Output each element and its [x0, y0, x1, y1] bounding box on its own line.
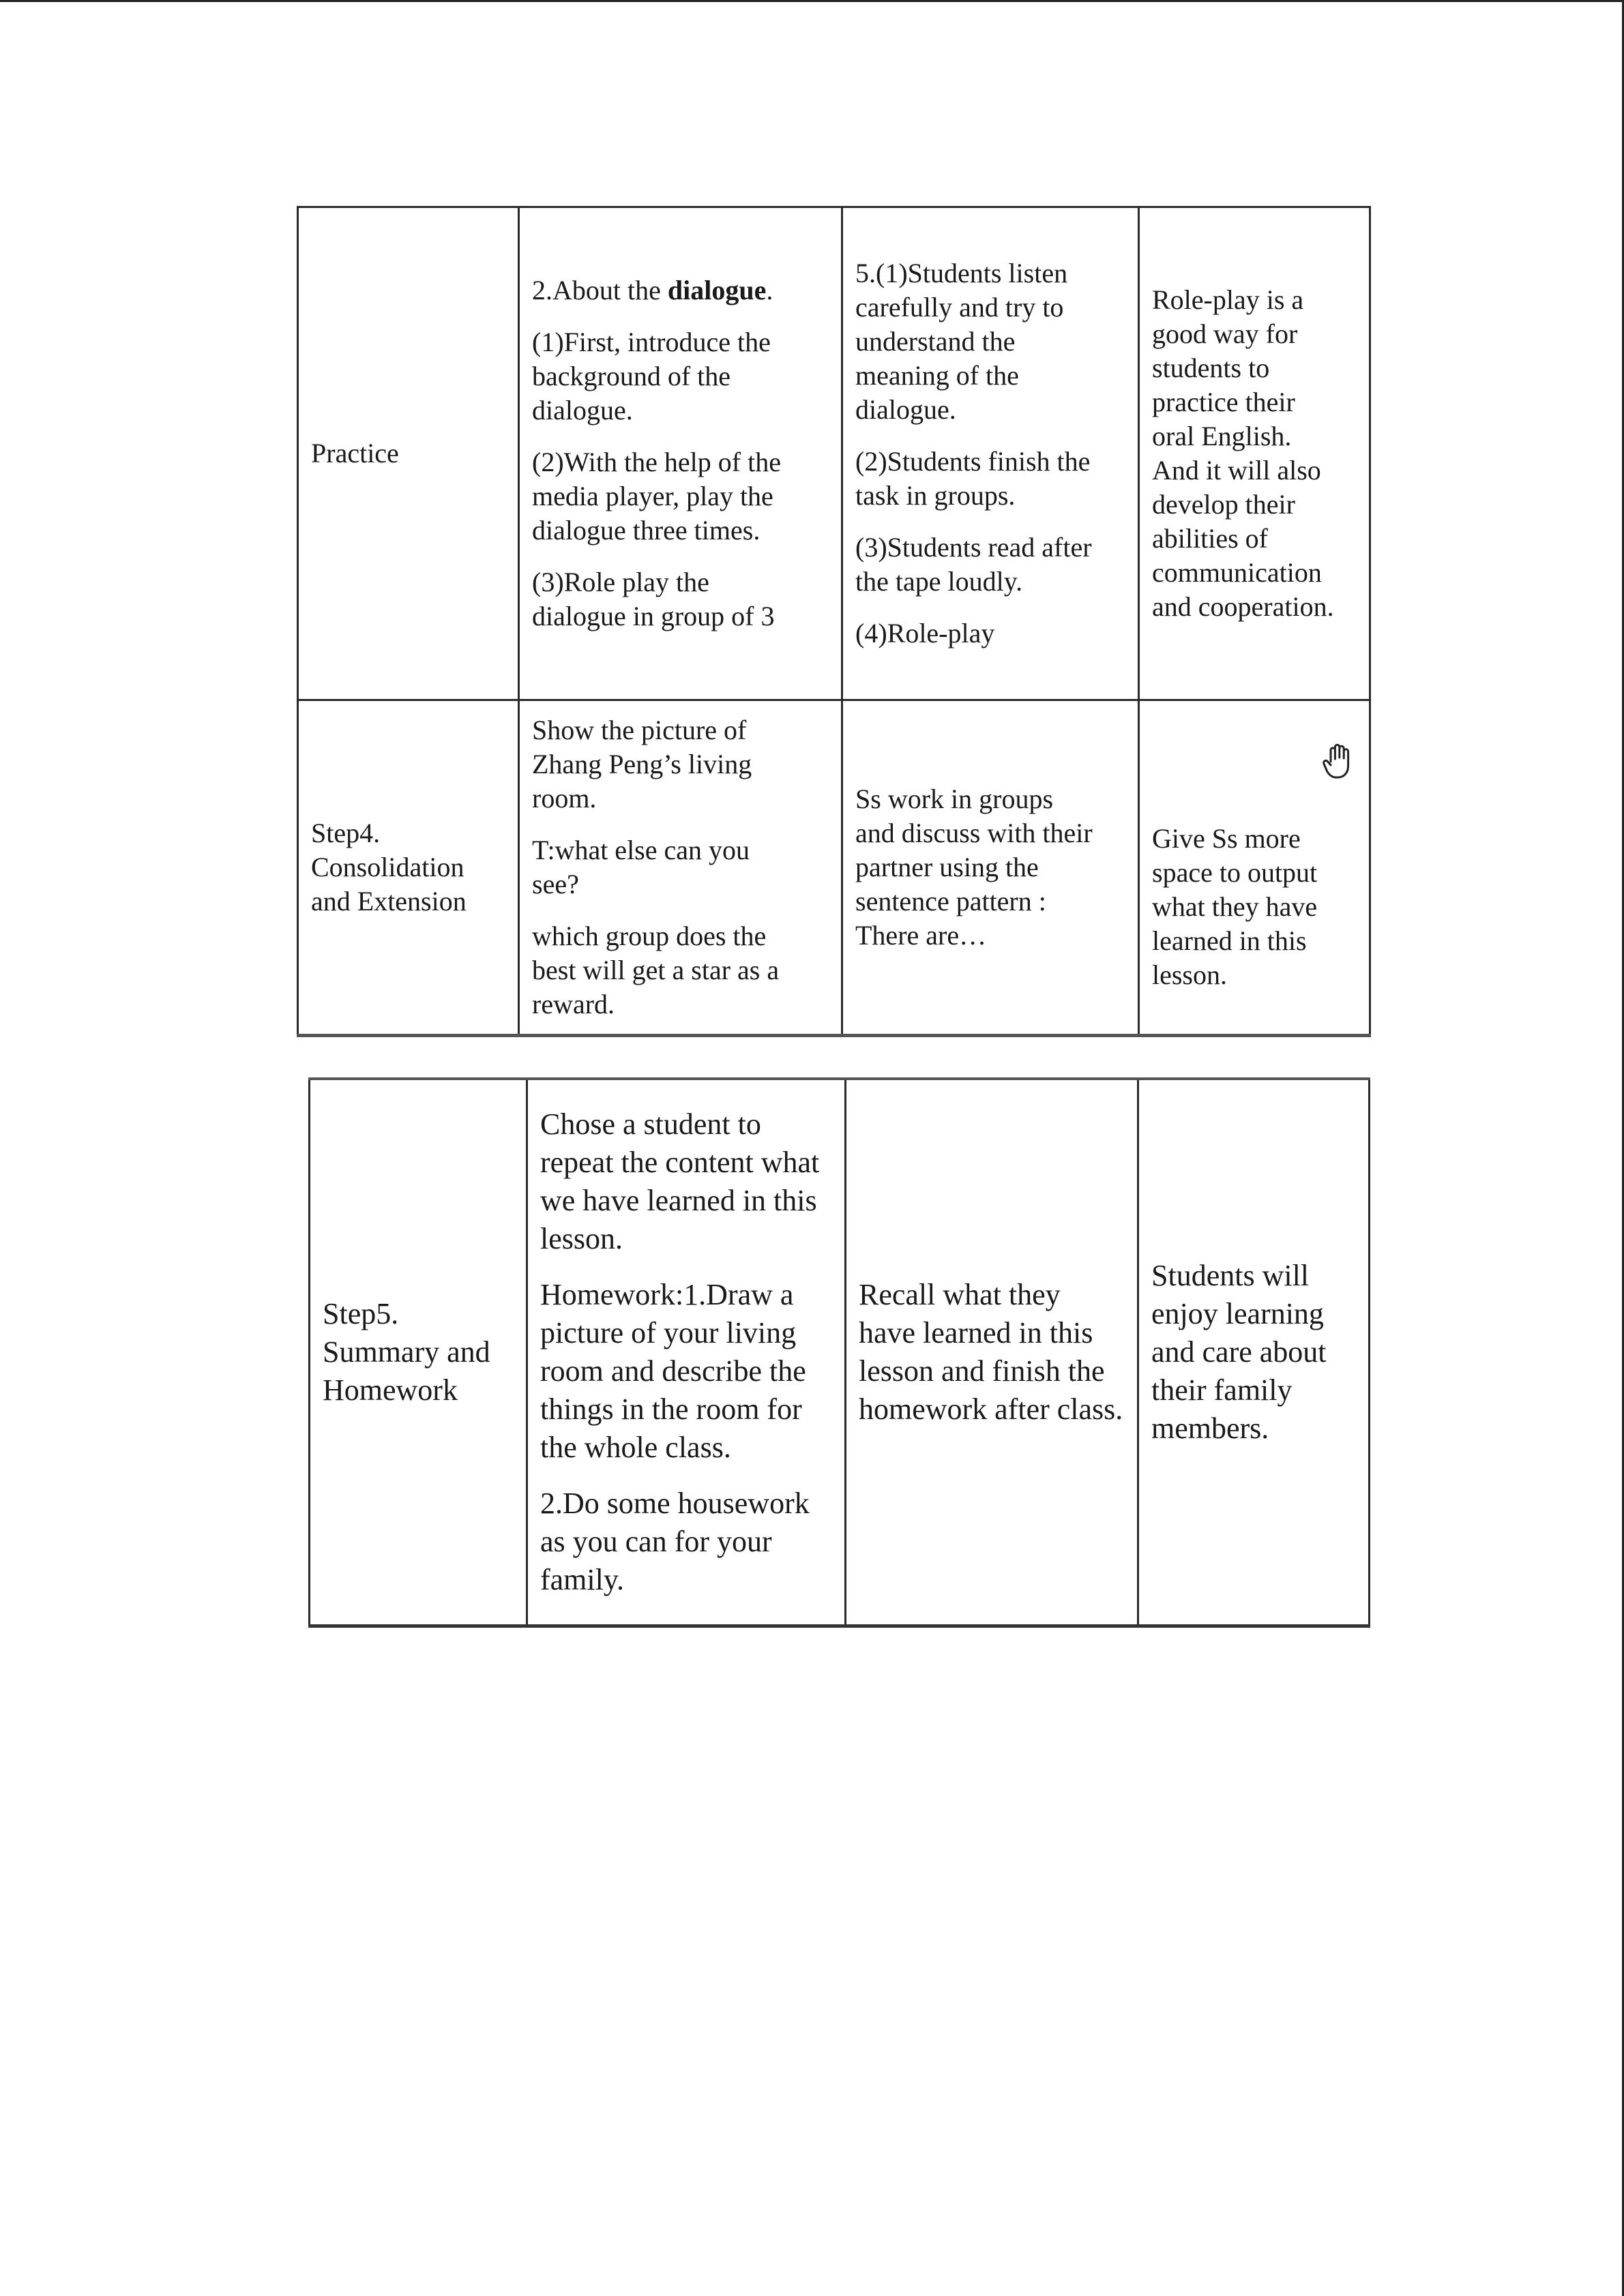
teacher-activity-cell-step5: [527, 1079, 846, 1626]
teacher-activity-item: Chose a student to repeat the content what we have learned in this lesson.: [540, 1107, 820, 1255]
student-activity-item: (2)Students finish the task in groups.: [855, 446, 1091, 511]
stage-cell-step5: [310, 1079, 527, 1626]
student-activity-item: Ss work in groups and discuss with their partner using the sentence pattern : There are…: [855, 784, 1093, 951]
purpose-text: Give Ss more space to output what they have learned in this lesson.: [1152, 823, 1318, 990]
heading-bold-word: dialogue: [667, 275, 767, 305]
teacher-activity-item: (1)First, introduce the background of the dialogue.: [532, 327, 771, 426]
lesson-plan-table-2: [308, 1077, 1370, 1628]
teacher-activity-item: (3)Role play the dialogue in group of 3: [532, 567, 775, 631]
table-row-step5: [310, 1079, 1370, 1626]
student-activity-cell-step4: [842, 700, 1139, 1036]
teacher-activity-item: Homework:1.Draw a picture of your living room and describe the things in the room for the whole class.: [540, 1278, 806, 1464]
table-row-practice: [298, 207, 1370, 700]
stage-cell-practice: [298, 207, 519, 700]
purpose-text: Role-play is a good way for students to practice their oral English. And it will also develop their abilities of communication and cooperation.: [1152, 284, 1334, 622]
stage-cell-step4: [298, 700, 519, 1036]
lesson-plan-table-1: [297, 206, 1371, 1037]
table-row-step4: [298, 700, 1370, 1036]
teacher-activity-item: (2)With the help of the media player, play the dialogue three times.: [532, 447, 781, 546]
student-activity-cell-step5: [846, 1079, 1138, 1626]
teacher-activity-heading: [532, 273, 829, 308]
purpose-text: Students will enjoy learning and care about their family members.: [1151, 1259, 1327, 1445]
student-activity-item: Recall what they have learned in this lesson and finish the homework after class.: [859, 1278, 1123, 1426]
student-activity-cell-practice: [842, 207, 1139, 700]
stage-label: Step5. Summary and Homework: [323, 1297, 490, 1407]
teacher-activity-item: T:what else can you see?: [532, 835, 750, 899]
heading-suffix: .: [766, 275, 773, 305]
teacher-activity-item: which group does the best will get a star as a reward.: [532, 921, 780, 1019]
heading-prefix: 2.About the: [532, 275, 668, 305]
student-activity-item: (3)Students read after the tape loudly.: [855, 532, 1092, 597]
teacher-activity-item: Show the picture of Zhang Peng’s living room.: [532, 715, 752, 814]
stage-label: Step4. Consolidation and Extension: [311, 818, 467, 916]
student-activity-item: 5.(1)Students listen carefully and try to understand the meaning of the dialogue.: [855, 258, 1068, 425]
purpose-cell-step5: [1138, 1079, 1370, 1626]
teacher-activity-cell-practice: [519, 207, 842, 700]
purpose-cell-step4: [1139, 700, 1370, 1036]
student-activity-item: (4)Role-play: [855, 618, 995, 648]
purpose-cell-practice: [1139, 207, 1370, 700]
teacher-activity-item: 2.Do some housework as you can for your family.: [540, 1487, 810, 1596]
stage-label: Practice: [311, 438, 399, 468]
teacher-activity-cell-step4: [519, 700, 842, 1036]
hand-cursor-icon: [1321, 743, 1357, 781]
